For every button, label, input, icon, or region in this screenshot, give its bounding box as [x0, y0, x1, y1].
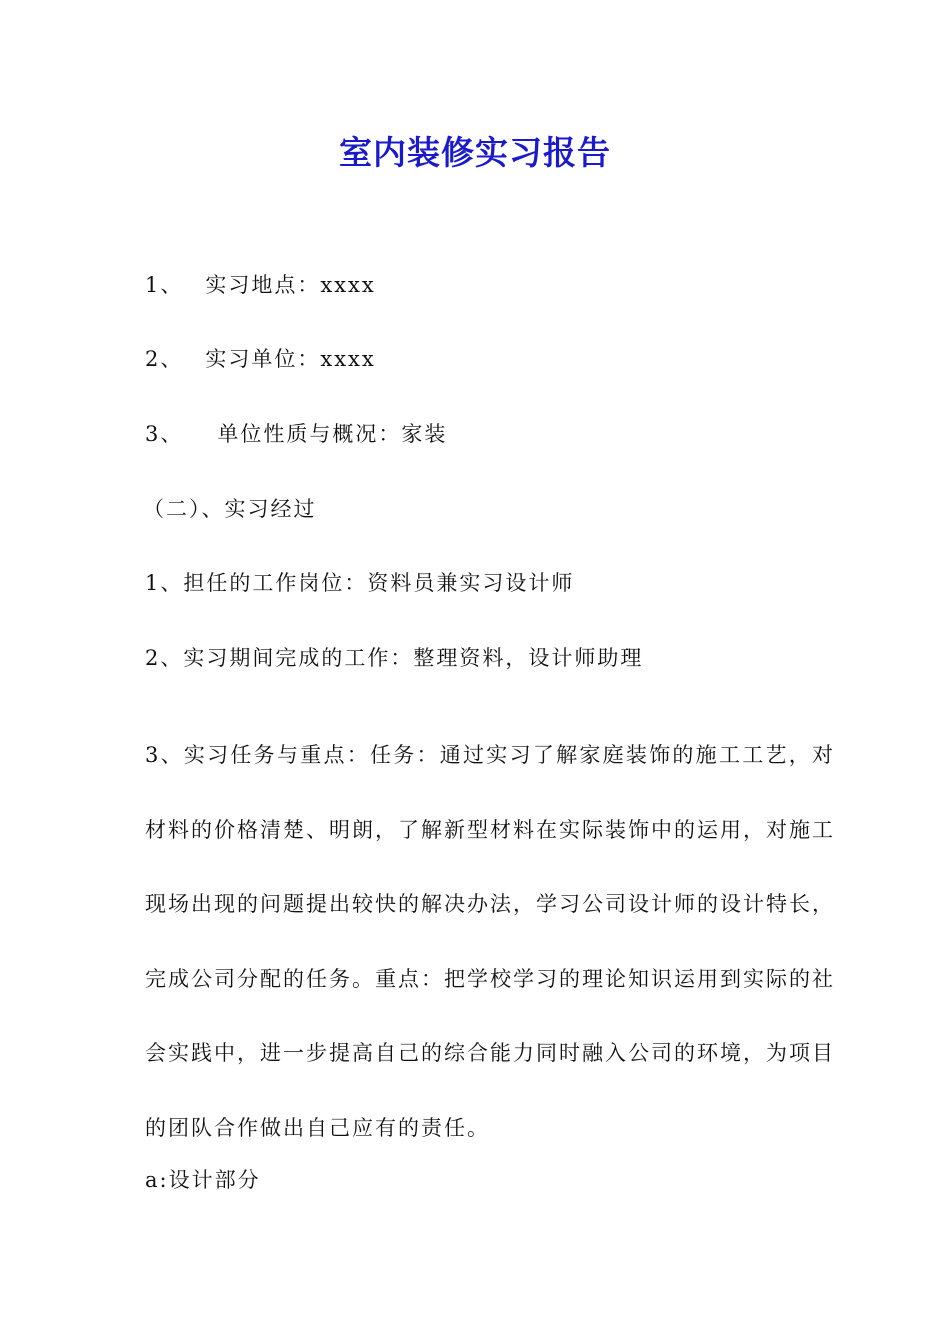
work-item-completed: 2、实习期间完成的工作：整理资料，设计师助理 — [145, 646, 644, 670]
item-number: 2、 — [145, 347, 184, 371]
section-heading: （二）、实习经过 — [143, 497, 317, 521]
item-number: 3、 — [145, 422, 184, 446]
task-paragraph: 3、实习任务与重点：任务：通过实习了解家庭装饰的施工工艺，对材料的价格清楚、明朗，了解新型材料在实际装饰中的运用，对施工现场出现的问题提出较快的解决办法，学习公司设计师的设计特长，完成公司分配的任务。重点：把学校学习的理论知识运用到实际的社会实践中，进一步提高自己的综合能力同时融入公司的环境，为项目的团队合作做出自己应有的责任。 — [145, 743, 835, 1140]
item-text: 实习地点：xxxx — [205, 273, 376, 297]
document-title: 室内装修实习报告 — [339, 133, 611, 172]
item-number: 1、 — [145, 273, 184, 297]
info-item-unit — [145, 344, 845, 374]
work-item-position: 1、担任的工作岗位：资料员兼实习设计师 — [145, 571, 575, 595]
item-text: 实习单位：xxxx — [205, 347, 376, 371]
subsection-heading: a:设计部分 — [145, 1168, 261, 1192]
info-item-location — [145, 270, 845, 300]
info-item-nature — [145, 419, 845, 449]
item-text: 单位性质与概况：家装 — [217, 422, 448, 446]
